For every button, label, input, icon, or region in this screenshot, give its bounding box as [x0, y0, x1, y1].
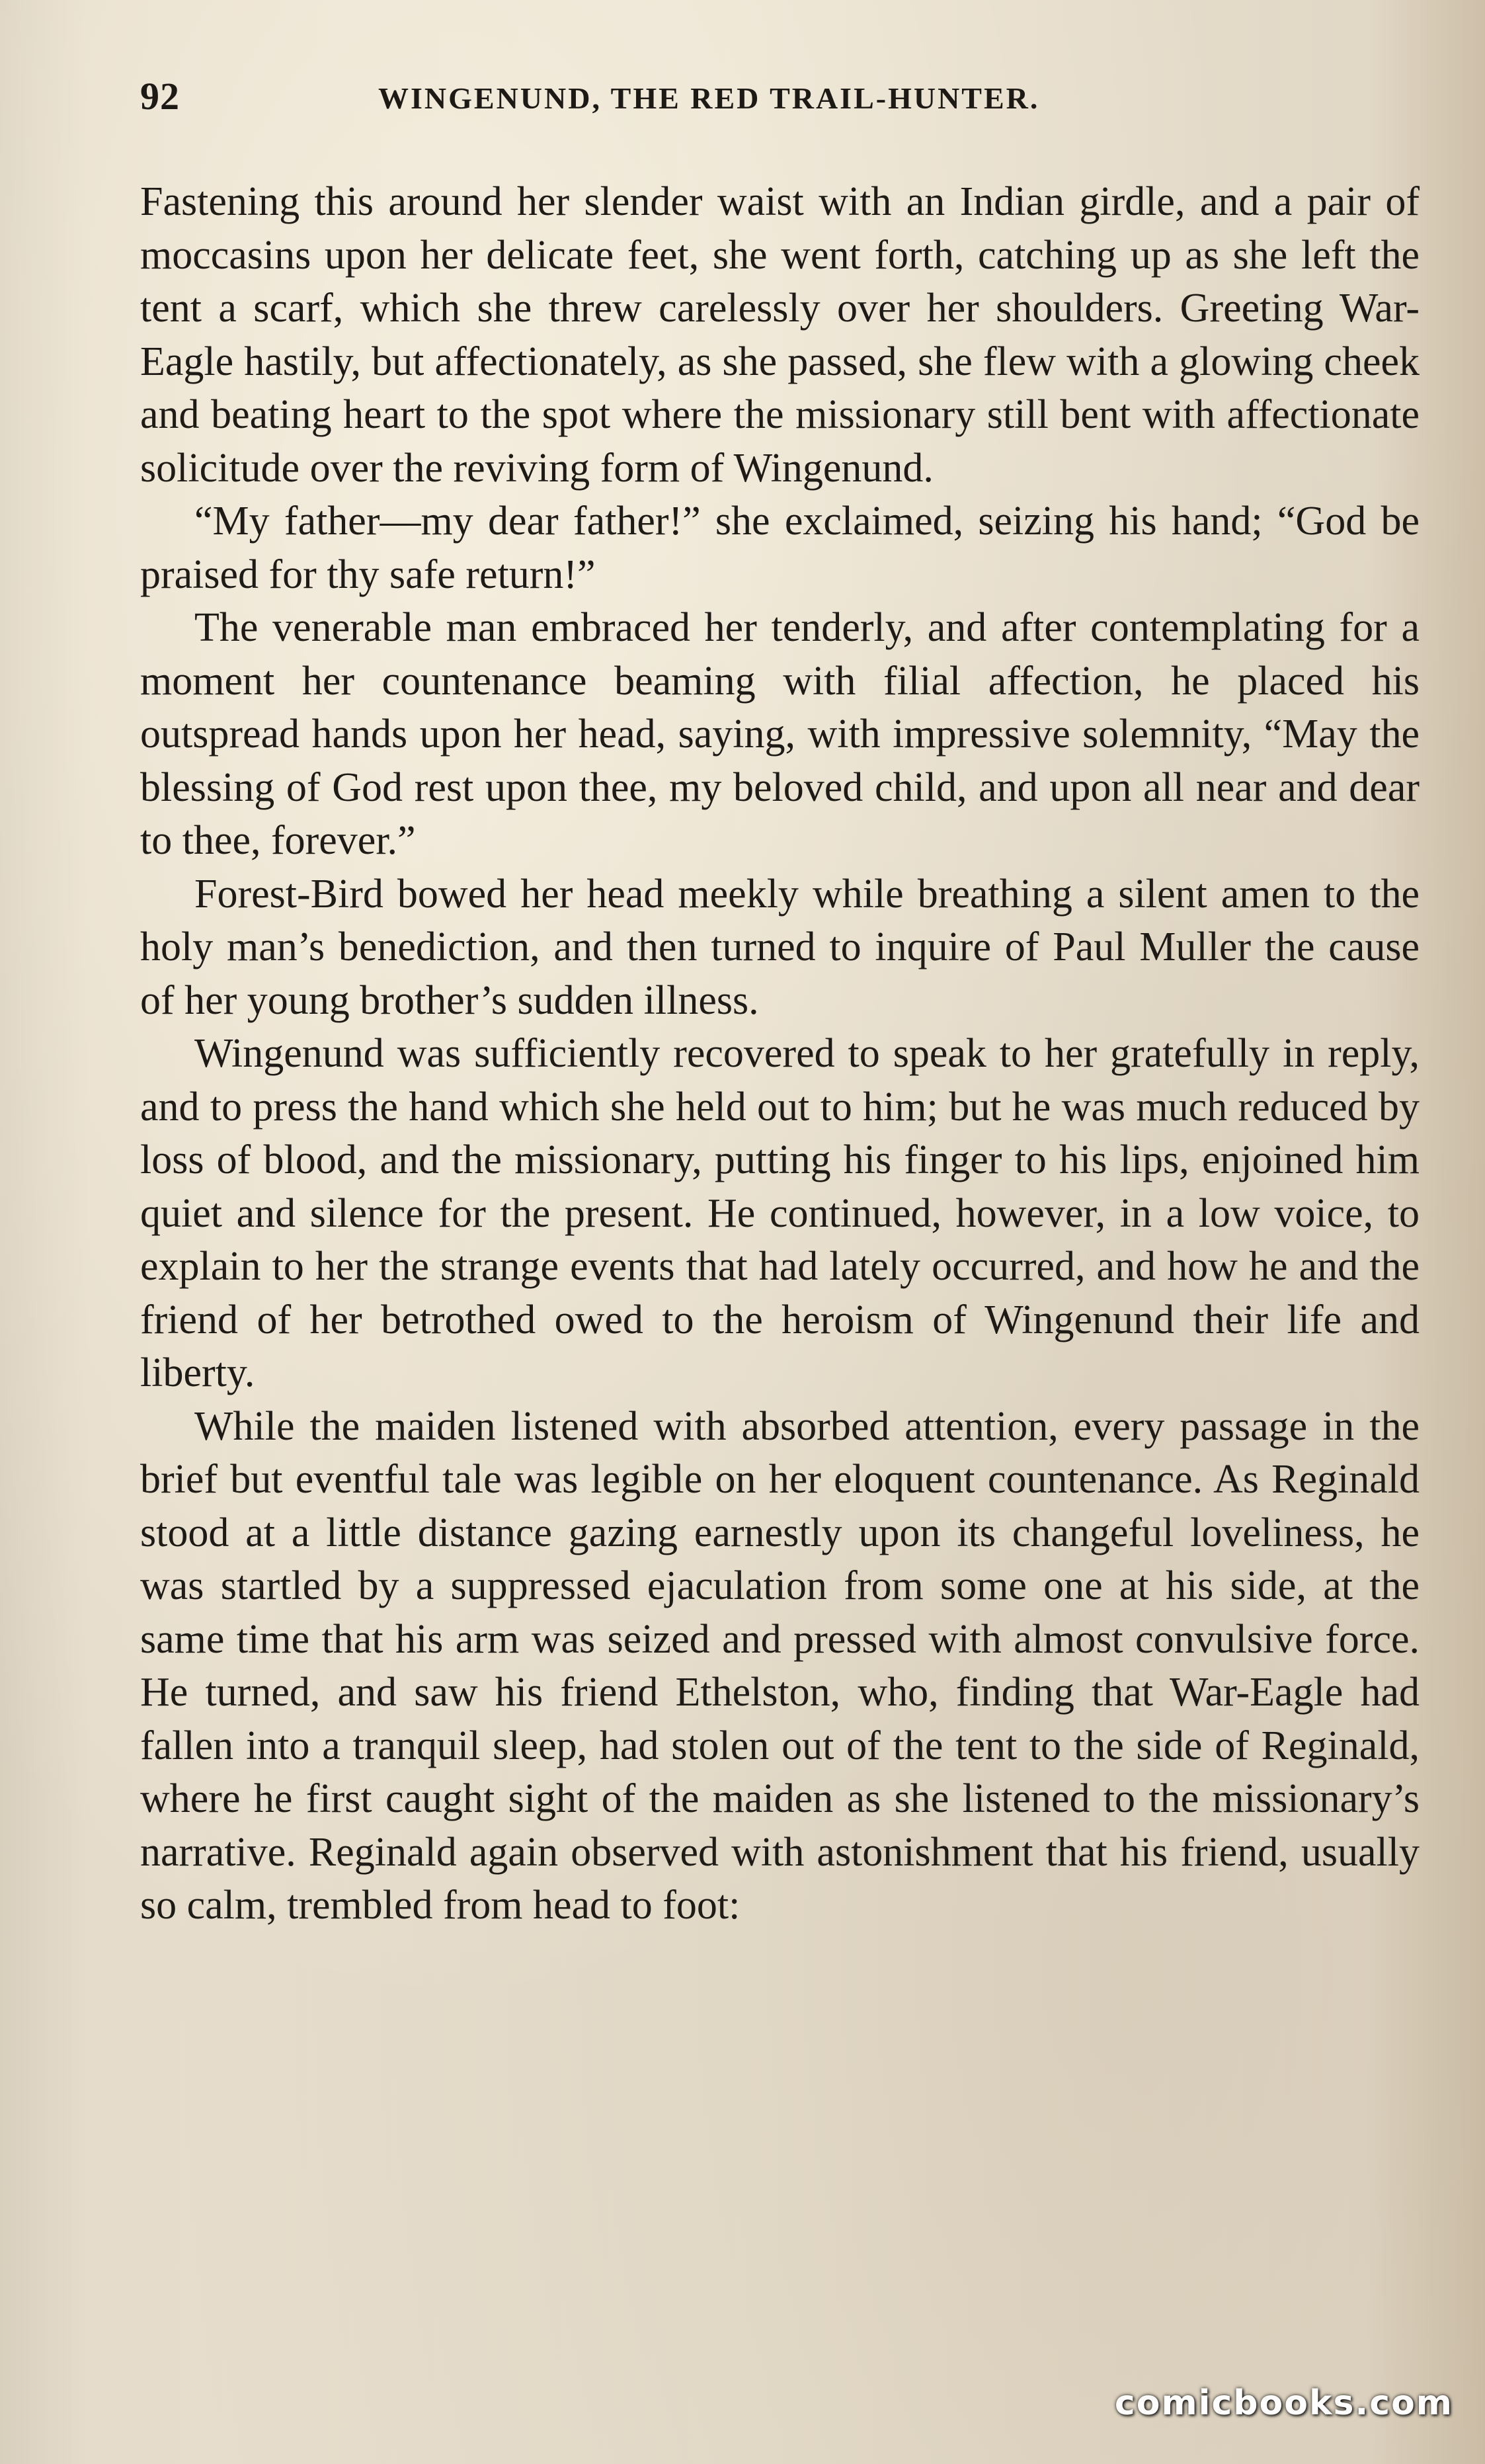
paragraph: The venerable man embraced her tenderly, and after contemplating for a moment her countenance beaming with filial affection, he placed his outspread hands upon her head, saying, with impressive solemnity, “May the blessing of God rest upon thee, my beloved child, and upon all near and dear to thee, forever.”: [140, 605, 1420, 863]
paragraph: Wingenund was sufficiently recovered to speak to her gratefully in reply, and to press the hand which she held out to him; but he was much reduced by loss of blood, and the missionary, putting his finger to his lips, enjoined him quiet and silence for the present. He continued, however, in a low voice, to explain to her the strange events that had lately occurred, and how he and the friend of her betrothed owed to the heroism of Wingenund their life and liberty.: [140, 1031, 1420, 1395]
body-text: [140, 175, 1420, 1932]
paragraph: Fastening this around her slender waist with an Indian girdle, and a pair of moccasins upon her delicate feet, she went forth, catching up as she left the tent a scarf, which she threw carelessly over her shoulders. Greeting War-Eagle hastily, but affectionately, as she passed, she flew with a glowing cheek and beating heart to the spot where the missionary still bent with affectionate solicitude over the reviving form of Wingenund.: [140, 179, 1420, 491]
page-header: [140, 74, 1423, 127]
site-watermark: comicbooks.com: [1114, 2383, 1453, 2423]
paragraph: Forest-Bird bowed her head meekly while breathing a silent amen to the holy man’s benediction, and then turned to inquire of Paul Muller the cause of her young brother’s sudden illness.: [140, 871, 1420, 1023]
paragraph: “My father—my dear father!” she exclaimed, seizing his hand; “God be praised for thy safe return!”: [140, 499, 1420, 597]
page-number: 92: [140, 75, 180, 118]
paragraph: While the maiden listened with absorbed attention, every passage in the brief but eventful tale was legible on her eloquent countenance. As Reginald stood at a little distance gazing earnestly upon its changeful loveliness, he was startled by a suppressed ejaculation from some one at his side, at the same time that his arm was seized and pressed with almost convulsive force. He turned, and saw his friend Ethelston, who, finding that War-Eagle had fallen into a tranquil sleep, had stolen out of the tent to the side of Reginald, where he first caught sight of the maiden as she listened to the missionary’s narrative. Reginald again observed with astonishment that his friend, usually so calm, trembled from head to foot:: [140, 1403, 1420, 1928]
running-title: WINGENUND, THE RED TRAIL-HUNTER.: [378, 81, 1040, 115]
